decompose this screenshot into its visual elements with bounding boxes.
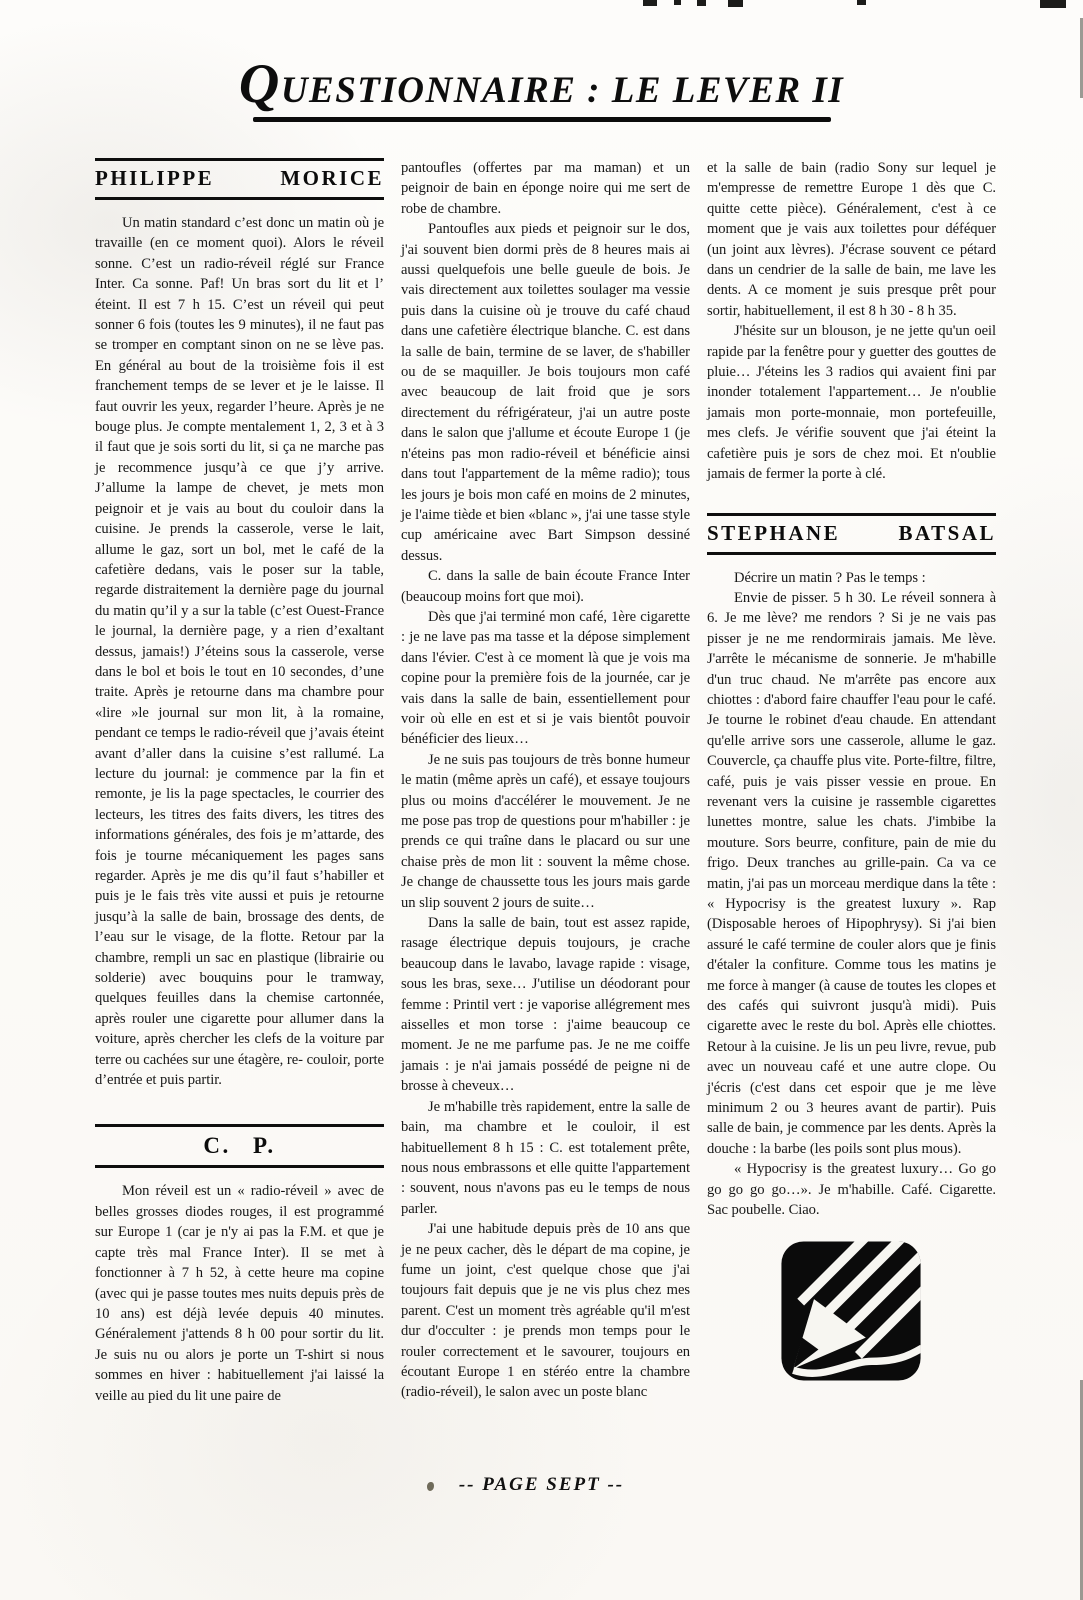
section-header-cp (95, 1124, 384, 1168)
article-columns (95, 158, 995, 1406)
section-header-philippe-morice (95, 158, 384, 200)
scan-artifact (643, 0, 657, 6)
paragraph-cp-3: Pantoufles aux pieds et peignoir sur le dos, j'ai souvent bien dormi près de 8 heures mais ai aussi quelquefois une belle gueule de bois. Je vais directement aux toilettes soulager ma vessie puis dans la cuisine où je trouve du café chaud dans une cafetière électrique blanche. C. est dans la salle de bain, termine de se laver, de s'habiller ou de se maquiller. Je bois toujours mon café avec beaucoup de lait froid que je sors directement du réfrigérateur, j'ai un autre poste dans le salon que j'allume et écoute Europe 1 (je n'éteins pas mon radio-réveil et bénéficie ainsi dans tout l'appartement de la même radio); tous les jours je bois mon café en moins de 2 minutes, je l'aime tiède et bien «blanc », j'ai une tasse style cup américaine avec Bart Simpson dessiné dessus. (401, 221, 690, 564)
section-header-stephane-batsal (707, 513, 996, 555)
page-footer (0, 1474, 1083, 1496)
paragraph-batsal-1: Décrire un matin ? Pas le temps : (734, 569, 926, 586)
column-2 (401, 158, 690, 1406)
scan-artifact (697, 0, 706, 6)
scan-artifact (728, 0, 743, 7)
scan-artifact (857, 0, 866, 5)
paragraph-morice-1: Un matin standard c’est donc un matin où je travaille (en ce moment quoi). Alors le réveil sonne. C’est un radio-réveil réglé sur France Inter. Ca sonne. Paf! Un bras sort du lit et l’ éteint. Il est 7 h 15. C’est un réveil qui peut sonner 6 fois (toutes les 9 minutes), il ne faut pas se tromper en comptant sinon on ne se lève pas. En général au bout de la troisième fois il est franchement temps de se lever et je le laisse. Il faut ouvrir les yeux, regarder l’heure. Après je ne bouge plus. Je compte mentalement 1, 2, 3 et à 3 il faut que je sois sorti du lit, si ça ne marche pas je recommence jusqu’à ce que j’y arrive. J’allume la lampe de chevet, je mets mon peignoir et je vais au bout du couloir dans la cuisine. Je prends la casserole, verse le lait, allume le gaz, sort un bol, met le café de la cafetière dedans, vais le poser sur la table, regarde distraitement la dernière page du journal du matin qu’il y a sur la table (c’est Ouest-France le journal, la dernière page, y a rien d’exaltant dessus, jamais!) J’éteins sous la casserole, verse dans le bol et bois le tout en 10 secondes, d’une traite. Après je retourne dans ma chambre pour «lire »le journal sur mon lit, à la romaine, pendant ce temps le radio-réveil que j’avais éteint avant d’aller dans la cuisine s’est rallumé. La lecture du journal: je commence par la fin et remonte, je lis la page spectacles, le courrier des lecteurs, les titres des faits divers, les titres des informations générales, des fois je m’attarde, des fois je tourne mécaniquement les pages sans regarder. Après je me dis qu’il faut s’habiller et puis je le fais très vite aussi et puis je retourne jusqu’à la salle de bain, brossage des dents, de l’eau sur le visage, de la flotte. Retour par la chambre, rempli un sac en plastique (librairie ou solderie) avec bouquins pour le tramway, quelques feuilles dans la chemise cartonnée, après rouler une cigarette pour allumer dans la voiture, après chercher les clefs de la voiture par terre ou cachées sur une étagère, re- couloir, porte d’entrée et puis partir. (95, 215, 384, 1089)
paragraph-cp-4: C. dans la salle de bain écoute France Inter (beaucoup moins fort que moi). (401, 568, 690, 605)
paragraph-batsal-2: Envie de pisser. 5 h 30. Le réveil sonnera à 6. Je me lève? me rendors ? Si je ne vais pas pisser je ne me rendormirais jamais. Me lève. J'arrête le mécanisme de sonnerie. Je m'habille d'un truc chaud. Ne m'arrête pas encore aux chiottes : d'abord faire chauffer l'eau pour le café. Je tourne le robinet d'eau chaude. En attendant qu'elle arrive sors une casserole, allume le gaz. Couvercle, ça chauffe plus vite. Porte-filtre, filtre, café, puis je vais pisser vessie en proue. En revenant vers la cuisine je rassemble cigarettes lunettes montre, salue les chats. J'imbibe la mouture. Sors beurre, confiture, pain de mie du frigo. Deux tranches au grille-pain. Ca va ce matin, j'ai pas un morceau merdique dans la tête : « Hypocrisy is the greatest luxury ». Rap (Disposable heroes of Hipophrysy). Si j'ai bien assuré le café termine de couler alors que je finis d'étaler la confiture. Comme tous les matins je me force à manger (à cause de toutes les clopes et des cafés qui suivront jusqu'à midi). Puis cigarette avec le reste du bol. Après elle chiottes. Retour à la cuisine. Je lis un peu livre, revue, pub avec un nouveau café et une autre clope. Ou j'écris (c'est dans cet espoir que je me lève minimum 2 ou 3 heures avant de partir). Puis salle de bain, je commence par les dents. Après la douche : la barbe (les poils sont plus mous). (707, 589, 996, 1157)
column-1 (95, 158, 384, 1406)
paragraph-batsal-3: « Hypocrisy is the greatest luxury… Go go go go go go…». Je m'habille. Café. Cigarette. Sac poubelle. Ciao. (707, 1161, 996, 1219)
page-header (0, 54, 1083, 122)
title-underline (253, 117, 831, 122)
paragraph-cp-7: Dans la salle de bain, tout est assez rapide, rasage électrique depuis toujours, je crache beaucoup dans le lavabo, lavage rapide : visage, sous les bras, sexe… J'utilise un déodorant pour femme : Printil vert : je vaporise allégrement mes aisselles et mon torse : j'aime beaucoup ce moment. Je ne me parfume pas. Je ne me coiffe jamais : je n'ai jamais possédé de peigne ni de brosse à cheveux… (401, 915, 690, 1095)
paragraph-cp-1: Mon réveil est un « radio-réveil » avec de belles grosses diodes rouges, il est programmé sur Europe 1 (car je n'y ai pas la F.M. et que je capte très mal France Inter). Il se met à fonctionner à 7 h 52, à cette heure ma copine (avec qui je passe toutes mes nuits depuis près de 10 ans) est déjà levée depuis 40 minutes. Généralement j'attends 8 h 00 pour sortir du lit. Je suis nu ou alors je porte un T-shirt si nous sommes en hiver : habituellement j'ai laissé la veille au pied du lit une paire de (95, 1183, 384, 1404)
scan-artifact (674, 0, 681, 5)
section-title: C. P. (203, 1133, 276, 1159)
section-title: STEPHANE BATSAL (707, 520, 996, 545)
paragraph-cp-6: Je ne suis pas toujours de très bonne humeur le matin (même après un café), et essaye toujours plus ou moins d'accélérer le mouvement. Je ne me pose pas trop de questions pour m'habiller : je prends ce qui traîne dans le placard ou sur une chaise près de mon lit : souvent la même chose. Je change de chaussette tous les jours mais garde un slip souvent 2 jours de suite… (401, 751, 690, 911)
paragraph-cp-5: Dès que j'ai terminé mon café, 1ère cigarette : je ne lave pas ma tasse et la dépose simplement dans l'évier. C'est à ce moment là que je vois ma copine pour la première fois de la journée, car je vais dans la salle de bain, essentiellement pour voir où elle en est et si je vais bientôt pouvoir bénéficier des lieux… (401, 608, 690, 748)
page-number: -- PAGE SEPT -- (458, 1474, 625, 1495)
section-title: PHILIPPE MORICE (95, 166, 384, 190)
paragraph-cp-9: J'ai une habitude depuis près de 10 ans que je ne peux cacher, dès le départ de ma copine, je fume un joint, c'est quelque chose que j'ai toujours fait depuis que je ne vis plus chez mes parent. C'est un moment très agréable qu'il m'est dur d'occulter : je prends mon temps pour le rouler correctement et le savourer, toujours en écoutant Europe 1 en stéréo entre la chambre (radio-réveil), le salon avec un poste blanc (401, 1221, 690, 1401)
page-title: QUESTIONNAIRE : LE LEVER II (238, 53, 845, 115)
pencil-writing-icon (775, 1237, 927, 1385)
scan-artifact (1040, 0, 1066, 8)
paragraph-cp-8: Je m'habille très rapidement, entre la salle de bain, ma chambre et le couloir, il est habituellement 8 h 15 : C. est totalement prête, nous nous embrassons et elle quitte l'appartement : souvent, nous n'avons pas eu le temps de nous parler. (401, 1098, 690, 1217)
paragraph-cp-10: et la salle de bain (radio Sony sur lequel je m'empresse de remettre Europe 1 dès que C. quitte cette pièce). Généralement, c'est à ce moment que je vais aux toilettes pour déféquer (un joint aux lèvres). J'écrase souvent ce pétard dans un cendrier de la salle de bain, me lave les dents. A ce moment je suis presque prêt pour sortir, habituellement, il est 8 h 30 - 8 h 35. (707, 160, 996, 319)
column-3 (707, 158, 996, 1406)
paragraph-cp-11: J'hésite sur un blouson, je ne jette qu'un oeil rapide par la fenêtre pour y guetter des gouttes de pluie… J'éteins les 3 radios qui avaient fini par inonder totalement l'appartement… Je n'oublie jamais mon porte-monnaie, mon portefeuille, mes clefs. Je vérifie souvent que j'ai éteint la cafetière puis je sors de chez moi. Et n'oublie jamais de fermer la porte à clé. (707, 323, 996, 483)
paragraph-cp-2: pantoufles (offertes par ma maman) et un peignoir de bain en éponge noire qui me sert de robe de chambre. (401, 160, 690, 217)
